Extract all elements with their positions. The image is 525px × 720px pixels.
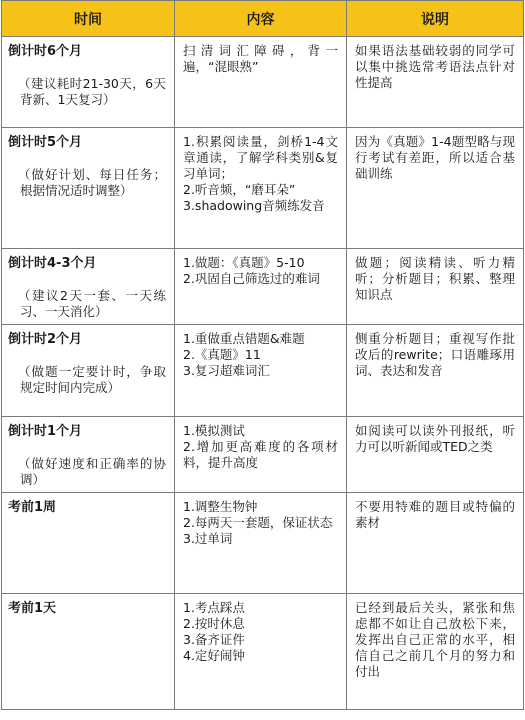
content-line: 1.模拟测试 (183, 423, 245, 438)
content-line: 1.调整生物钟 (183, 499, 258, 514)
period-label: 倒计时5个月 (8, 135, 83, 150)
period-note: （建议耗时21-30天，6天背新、1天复习） (18, 76, 166, 107)
table-row (2, 493, 524, 594)
header-time: 时间 (2, 1, 175, 37)
explanation-text: 做题；阅读精读、听力精听；分析题目；积累、整理知识点 (355, 255, 515, 302)
period-label: 倒计时2个月 (8, 332, 83, 347)
table-row (2, 417, 524, 493)
content-line: 1.考点踩点 (183, 600, 245, 615)
content-line: 3.过单词 (183, 531, 233, 546)
content-line: 2.按时休息 (183, 616, 245, 631)
period-note: （做题一定要计时，争取规定时间内完成） (18, 364, 166, 395)
content-line: 2.增加更高难度的各项材料，提升高度 (183, 439, 338, 470)
table-row (2, 37, 524, 128)
period-label: 倒计时4-3个月 (8, 256, 97, 271)
time-cell (2, 417, 175, 493)
period-label: 考前1天 (8, 601, 57, 616)
content-cell (175, 325, 347, 417)
content-cell (175, 493, 347, 594)
table-row (2, 128, 524, 249)
time-cell (2, 325, 175, 417)
content-line: 4.定好闹钟 (183, 648, 245, 663)
period-note: （建议2天一套、一天练习、一天消化） (18, 288, 166, 319)
explanation-text: 侧重分析题目；重视写作批改后的rewrite；口语雕琢用词、表达和发音 (355, 331, 515, 378)
explanation-cell (347, 594, 524, 710)
study-plan-table (1, 0, 524, 710)
explanation-text: 如阅读可以读外刊报纸，听力可以听新闻或TED之类 (355, 423, 515, 454)
period-label: 倒计时6个月 (8, 44, 83, 59)
content-line: 扫清词汇障碍，背一遍，“混眼熟” (183, 43, 338, 74)
explanation-text: 如果语法基础较弱的同学可以集中挑选常考语法点针对性提高 (355, 43, 515, 90)
time-cell (2, 594, 175, 710)
content-line: 2.听音频，“磨耳朵” (183, 182, 296, 197)
content-line: 3.shadowing音频练发音 (183, 198, 325, 213)
time-cell (2, 493, 175, 594)
header-explanation: 说明 (347, 1, 524, 37)
table-row (2, 594, 524, 710)
content-cell (175, 249, 347, 325)
period-label: 考前1周 (8, 500, 57, 515)
period-label: 倒计时1个月 (8, 424, 83, 439)
table-header-row (2, 1, 524, 37)
content-cell (175, 417, 347, 493)
explanation-text: 不要用特难的题目或特偏的素材 (355, 499, 515, 530)
content-line: 2.巩固自己筛选过的难词 (183, 271, 320, 286)
explanation-text: 因为《真题》1-4题型略与现行考试有差距，所以适合基础训练 (355, 134, 515, 181)
time-cell (2, 37, 175, 128)
table-row (2, 249, 524, 325)
content-cell (175, 128, 347, 249)
content-cell (175, 594, 347, 710)
content-line: 1.做题：《真题》5-10 (183, 255, 305, 270)
content-line: 3.备齐证件 (183, 632, 245, 647)
content-line: 1.重做重点错题&难题 (183, 331, 305, 346)
explanation-cell (347, 128, 524, 249)
explanation-cell (347, 417, 524, 493)
period-note: （做好速度和正确率的协调） (18, 456, 166, 487)
explanation-cell (347, 493, 524, 594)
period-note: （做好计划、每日任务；根据情况适时调整） (18, 167, 166, 198)
table-row (2, 325, 524, 417)
time-cell (2, 249, 175, 325)
content-line: 3.复习超难词汇 (183, 363, 270, 378)
explanation-text: 已经到最后关头，紧张和焦虑都不如让自己放松下来，发挥出自己正常的水平，相信自己之前几个月的努力和付出 (355, 600, 515, 679)
explanation-cell (347, 37, 524, 128)
header-content: 内容 (175, 1, 347, 37)
content-line: 2.每两天一套题，保证状态 (183, 515, 333, 530)
explanation-cell (347, 325, 524, 417)
content-line: 1.积累阅读量，剑桥1-4文章通读，了解学科类别&复习单词； (183, 134, 338, 181)
time-cell (2, 128, 175, 249)
content-line: 2.《真题》11 (183, 347, 261, 362)
content-cell (175, 37, 347, 128)
explanation-cell (347, 249, 524, 325)
